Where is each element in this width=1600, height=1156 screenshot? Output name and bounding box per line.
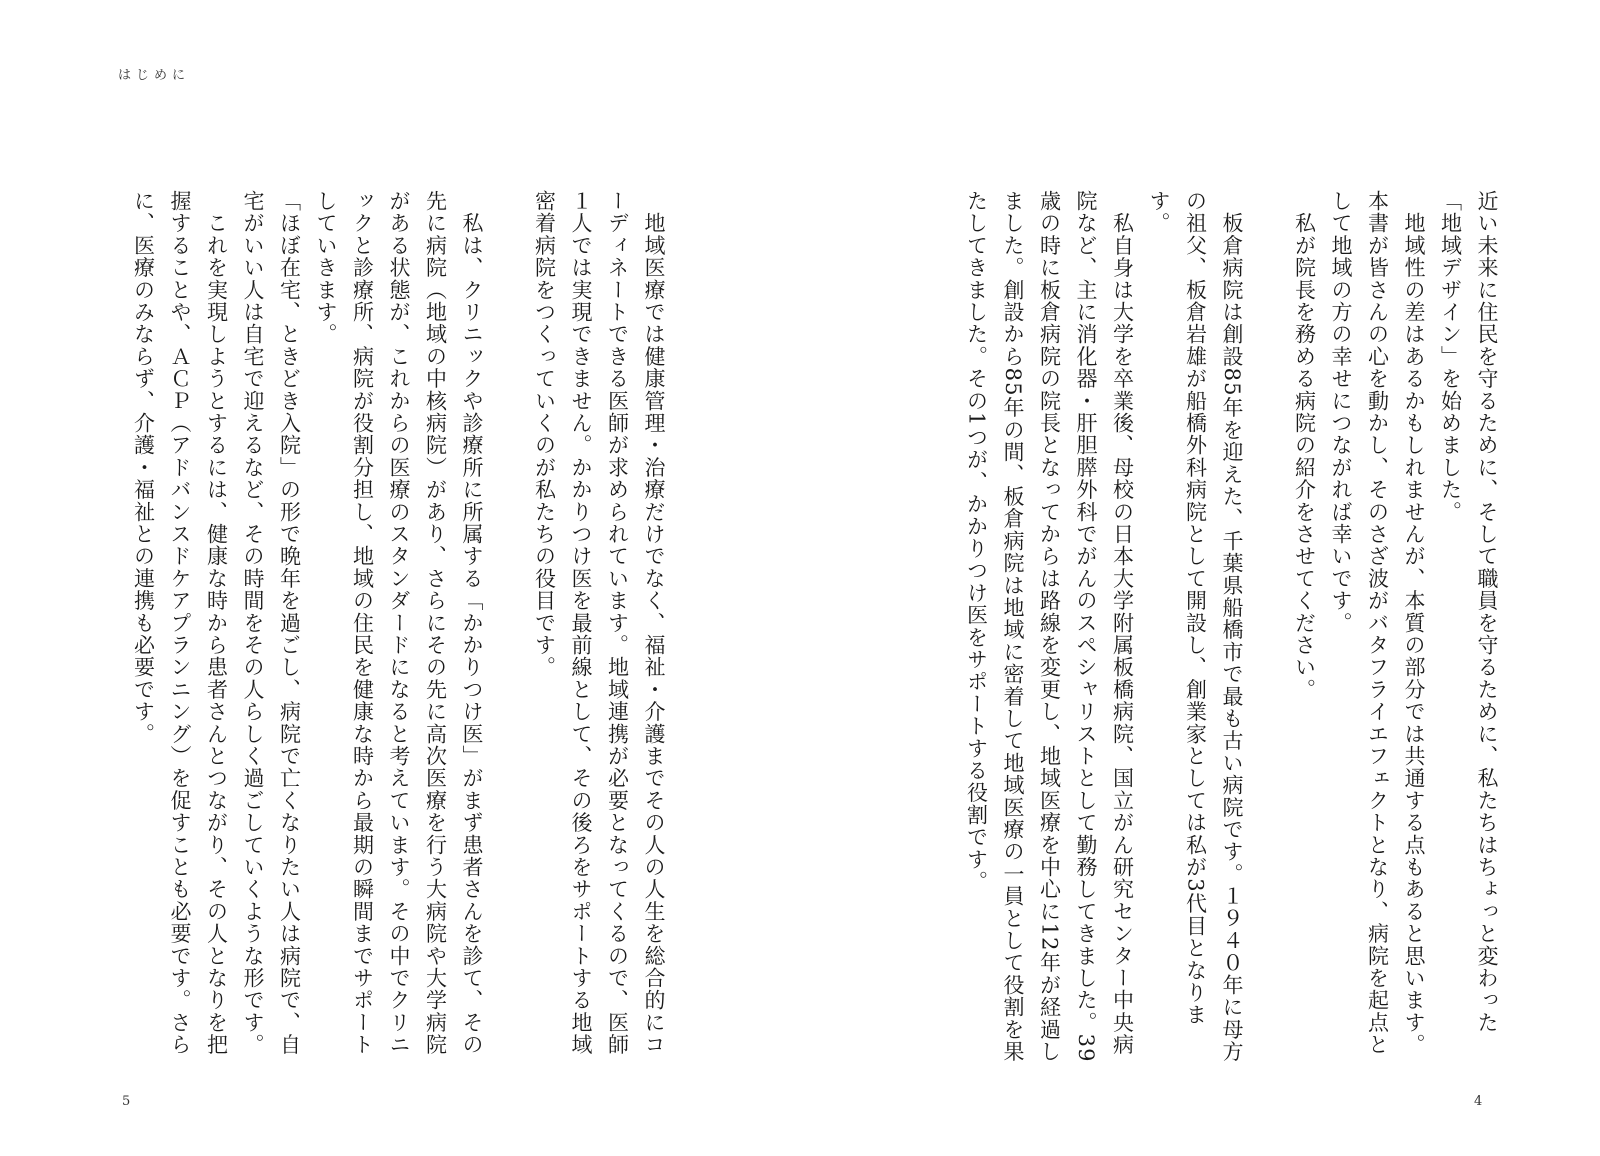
left-paragraph-4: これを実現しようとするには、健康な時から患者さんとつながり、その人となりを把握することや、ＡＣＰ（アドバンスドケアプランニング）を促すことも必要です。さらに、医療のみならず、介護・福祉との連携も必要です。 bbox=[131, 190, 229, 1056]
right-page bbox=[920, 190, 1505, 1070]
left-page bbox=[112, 190, 672, 1070]
right-paragraph-4: 板倉病院は創設85年を迎えた、千葉県船橋市で最も古い病院です。１９４０年に母方の祖父、板倉岩雄が船橋外科病院として開設し、創業家としては私が3代目となります。 bbox=[1147, 190, 1244, 1063]
page-number-left: 5 bbox=[122, 1094, 131, 1109]
right-page-text bbox=[958, 190, 1505, 1070]
right-paragraph-1: 近い未来に住民を守るために、そして職員を守るために、私たちはちょっと変わった「地域デザイン」を始めました。 bbox=[1438, 190, 1499, 1034]
right-paragraph-5: 私自身は大学を卒業後、母校の日本大学附属板橋病院、国立がん研究センター中央病院など、主に消化器・肝胆膵外科でがんのスペシャリストとして勤務してきました。39歳の時に板倉病院の院長となってからは路線を変更し、地域医療を中心に12年が経過しました。創設から85年の間、板倉病院は地域に密着して地域医療の一員として役割を果たしてきました。その1つが、かかりつけ医をサポートする役割です。 bbox=[964, 190, 1135, 1063]
right-paragraph-2: 地域性の差はあるかもしれませんが、本質の部分では共通する点もあると思います。本書が皆さんの心を動かし、そのさざ波がバタフライエフェクトとなり、病院を起点として地域の方の幸せにつながれば幸いです。 bbox=[1329, 190, 1426, 1056]
left-page-text bbox=[125, 190, 672, 1070]
right-paragraph-3: 私が院長を務める病院の紹介をさせてください。 bbox=[1292, 190, 1317, 701]
left-paragraph-1: 地域医療では健康管理・治療だけでなく、福祉・介護までその人の人生を総合的にコーディネートできる医師が求められています。地域連携が必要となってくるので、医師１人では実現できません。かかりつけ医を最前線として、その後ろをサポートする地域密着病院をつくっていくのが私たちの役目です。 bbox=[532, 190, 666, 1056]
page-number-right: 4 bbox=[1474, 1094, 1483, 1109]
left-paragraph-3: 「ほぼ在宅、ときどき入院」の形で晩年を過ごし、病院で亡くなりたい人は病院で、自宅がいい人は自宅で迎えるなど、その時間をその人らしく過ごしていくような形です。 bbox=[241, 190, 302, 1056]
chapter-header: はじめに bbox=[118, 68, 191, 83]
left-paragraph-2: 私は、クリニックや診療所に所属する「かかりつけ医」がまず患者さんを診て、その先に病院（地域の中核病院）があり、さらにその先に高次医療を行う大病院や大学病院がある状態が、これからの医療のスタンダードになると考えています。その中でクリニックと診療所、病院が役割分担し、地域の住民を健康な時から最期の瞬間までサポートしていきます。 bbox=[314, 190, 484, 1056]
